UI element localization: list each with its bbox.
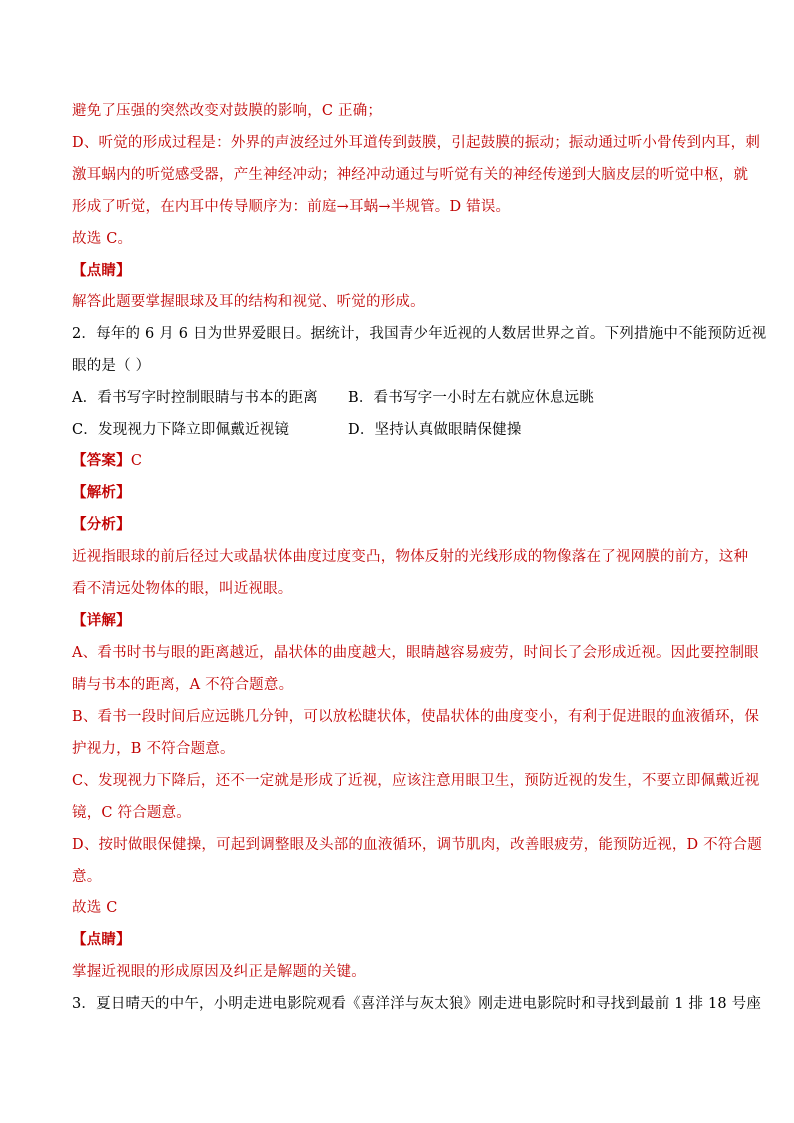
detail-d-line2: 意。 bbox=[72, 869, 102, 885]
explanation-line: 避免了压强的突然改变对鼓膜的影响，C 正确； bbox=[72, 103, 383, 119]
answer-row bbox=[72, 451, 732, 471]
fenxi-label: 【分析】 bbox=[72, 516, 131, 533]
detail-a-line2: 睛与书本的距离，A 不符合题意。 bbox=[72, 677, 294, 693]
option-a: A．看书写字时控制眼睛与书本的距离 bbox=[72, 390, 318, 406]
question-2-options-row2 bbox=[72, 420, 732, 440]
explanation-d-line3: 形成了听觉，在内耳中传导顺序为：前庭→耳蜗→半规管。D 错误。 bbox=[72, 199, 511, 215]
detail-c-line2: 镜，C 符合题意。 bbox=[72, 805, 192, 821]
option-d: D．坚持认真做眼睛保健操 bbox=[348, 422, 522, 438]
option-b: B．看书写字一小时左右就应休息远眺 bbox=[348, 390, 595, 406]
dianjing-text: 解答此题要掌握眼球及耳的结构和视觉、听觉的形成。 bbox=[72, 294, 425, 310]
detail-d-line1: D、按时做眼保健操，可起到调整眼及头部的血液循环，调节肌肉，改善眼疲劳，能预防近视，D 不符合题 bbox=[72, 837, 762, 853]
conclusion-text: 故选 C。 bbox=[72, 231, 133, 247]
xiangjie-label: 【详解】 bbox=[72, 612, 131, 629]
option-c: C．发现视力下降立即佩戴近视镜 bbox=[72, 422, 290, 438]
answer-value: C bbox=[130, 453, 143, 469]
explanation-d-line1: D、听觉的形成过程是：外界的声波经过外耳道传到鼓膜，引起鼓膜的振动；振动通过听小骨传到内耳，刺 bbox=[72, 135, 761, 151]
jiexi-label: 【解析】 bbox=[72, 484, 131, 501]
fenxi-line1: 近视指眼球的前后径过大或晶状体曲度过度变凸，物体反射的光线形成的物像落在了视网膜的前方，这种 bbox=[72, 549, 749, 565]
question-2-options-row1 bbox=[72, 388, 732, 408]
answer-label: 【答案】 bbox=[72, 452, 131, 469]
detail-b-line1: B、看书一段时间后应远眺几分钟，可以放松睫状体，使晶状体的曲度变小，有利于促进眼的血液循环，保 bbox=[72, 709, 760, 725]
explanation-d-line2: 激耳蜗内的听觉感受器，产生神经冲动；神经冲动通过与听觉有关的神经传递到大脑皮层的听觉中枢，就 bbox=[72, 167, 749, 183]
question-3-stem-line1: 3．夏日晴天的中午，小明走进电影院观看《喜洋洋与灰太狼》刚走进电影院时和寻找到最前 1 排 18 号座 bbox=[72, 996, 762, 1012]
fenxi-line2: 看不清远处物体的眼，叫近视眼。 bbox=[72, 581, 293, 597]
detail-a-line1: A、看书时书与眼的距离越近，晶状体的曲度越大，眼睛越容易疲劳，时间长了会形成近视。因此要控制眼 bbox=[72, 645, 759, 661]
detail-c-line1: C、发现视力下降后，还不一定就是形成了近视，应该注意用眼卫生，预防近视的发生，不要立即佩戴近视 bbox=[72, 773, 760, 789]
conclusion-text-2: 故选 C bbox=[72, 900, 118, 916]
dianjing-label-2: 【点睛】 bbox=[72, 931, 131, 948]
question-2-stem-line1: 2．每年的 6 月 6 日为世界爱眼日。据统计，我国青少年近视的人数居世界之首。下列措施中不能预防近视 bbox=[72, 326, 767, 342]
question-2-stem-line2: 眼的是（ ） bbox=[72, 358, 151, 374]
dianjing-label: 【点睛】 bbox=[72, 262, 131, 279]
detail-b-line2: 护视力，B 不符合题意。 bbox=[72, 741, 235, 757]
dianjing-text-2: 掌握近视眼的形成原因及纠正是解题的关键。 bbox=[72, 964, 366, 980]
